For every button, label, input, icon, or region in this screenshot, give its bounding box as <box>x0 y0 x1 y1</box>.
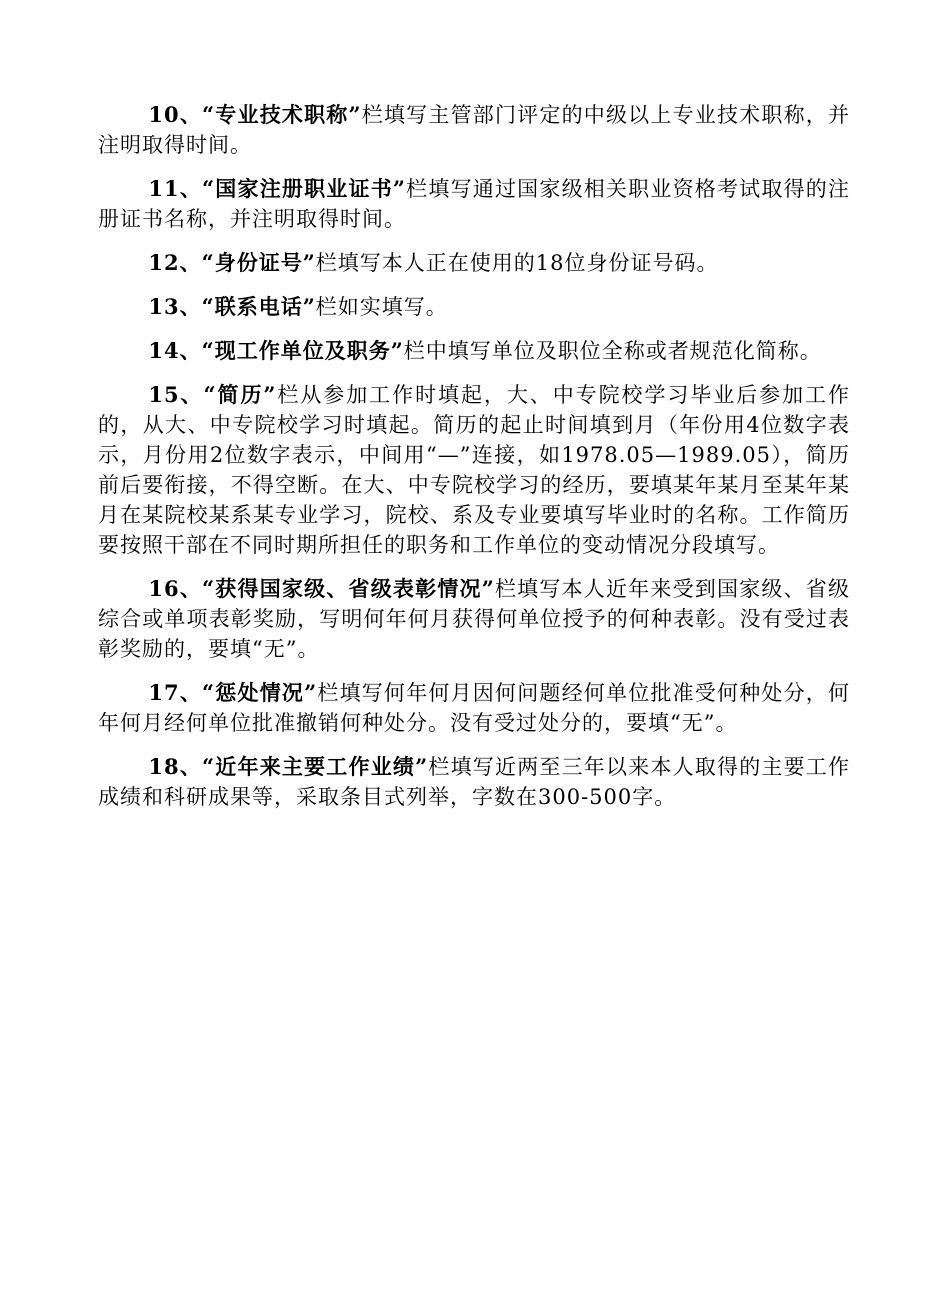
instruction-item-17 <box>98 678 850 738</box>
field-term: “现工作单位及职务” <box>201 338 404 363</box>
field-term: “简历” <box>203 382 277 407</box>
item-number: 18、 <box>148 754 203 779</box>
item-number: 16、 <box>148 576 203 601</box>
field-term: “专业技术职称” <box>202 102 362 127</box>
item-number: 12、 <box>148 250 202 275</box>
instruction-item-11 <box>98 174 850 234</box>
item-text: 栏填写本人正在使用的18位身份证号码。 <box>315 251 719 275</box>
item-number: 10、 <box>148 102 203 127</box>
item-number: 15、 <box>148 382 204 407</box>
item-number: 13、 <box>148 294 202 319</box>
field-term: “惩处情况” <box>202 680 318 705</box>
instruction-item-13 <box>98 292 850 322</box>
item-number: 14、 <box>148 338 202 363</box>
item-text: 栏如实填写。 <box>315 295 448 319</box>
instruction-item-14 <box>98 336 850 366</box>
field-term: “国家注册职业证书” <box>202 176 406 201</box>
item-number: 17、 <box>148 680 203 705</box>
instruction-item-15 <box>98 380 850 560</box>
field-term: “获得国家级、省级表彰情况” <box>202 576 495 601</box>
item-text: 栏填写近两至三年以来本人取得的主要工作成绩和科研成果等，采取条目式列举，字数在300-500字。 <box>98 755 850 809</box>
instruction-item-12 <box>98 248 850 278</box>
item-text: 栏填写通过国家级相关职业资格考试取得的注册证书名称，并注明取得时间。 <box>98 177 850 231</box>
item-text: 栏从参加工作时填起，大、中专院校学习毕业后参加工作的，从大、中专院校学习时填起。简历的起止时间填到月（年份用4位数字表示，月份用2位数字表示，中间用“—”连接，如1978.05—1989.05），简历前后要衔接，不得空断。在大、中专院校学习的经历，要填某年某月至某年某月在某院校某系某专业学习，院校、系及专业要填写毕业时的名称。工作简历要按照干部在不同时期所担任的职务和工作单位的变动情况分段填写。 <box>98 383 850 557</box>
instruction-list <box>98 100 850 826</box>
field-term: “近年来主要工作业绩” <box>202 754 429 779</box>
instruction-item-16 <box>98 574 850 664</box>
item-text: 栏填写本人近年来受到国家级、省级综合或单项表彰奖励，写明何年何月获得何单位授予的何种表彰。没有受过表彰奖励的，要填“无”。 <box>98 577 850 661</box>
item-text: 栏中填写单位及职位全称或者规范化简称。 <box>403 339 822 363</box>
item-text: 栏填写主管部门评定的中级以上专业技术职称，并注明取得时间。 <box>98 103 850 157</box>
item-number: 11、 <box>148 176 203 201</box>
instruction-item-18 <box>98 752 850 812</box>
field-term: “联系电话” <box>201 294 316 319</box>
item-text: 栏填写何年何月因何问题经何单位批准受何种处分，何年何月经何单位批准撤销何种处分。没有受过处分的，要填“无”。 <box>98 681 850 735</box>
instruction-item-10 <box>98 100 850 160</box>
field-term: “身份证号” <box>201 250 316 275</box>
